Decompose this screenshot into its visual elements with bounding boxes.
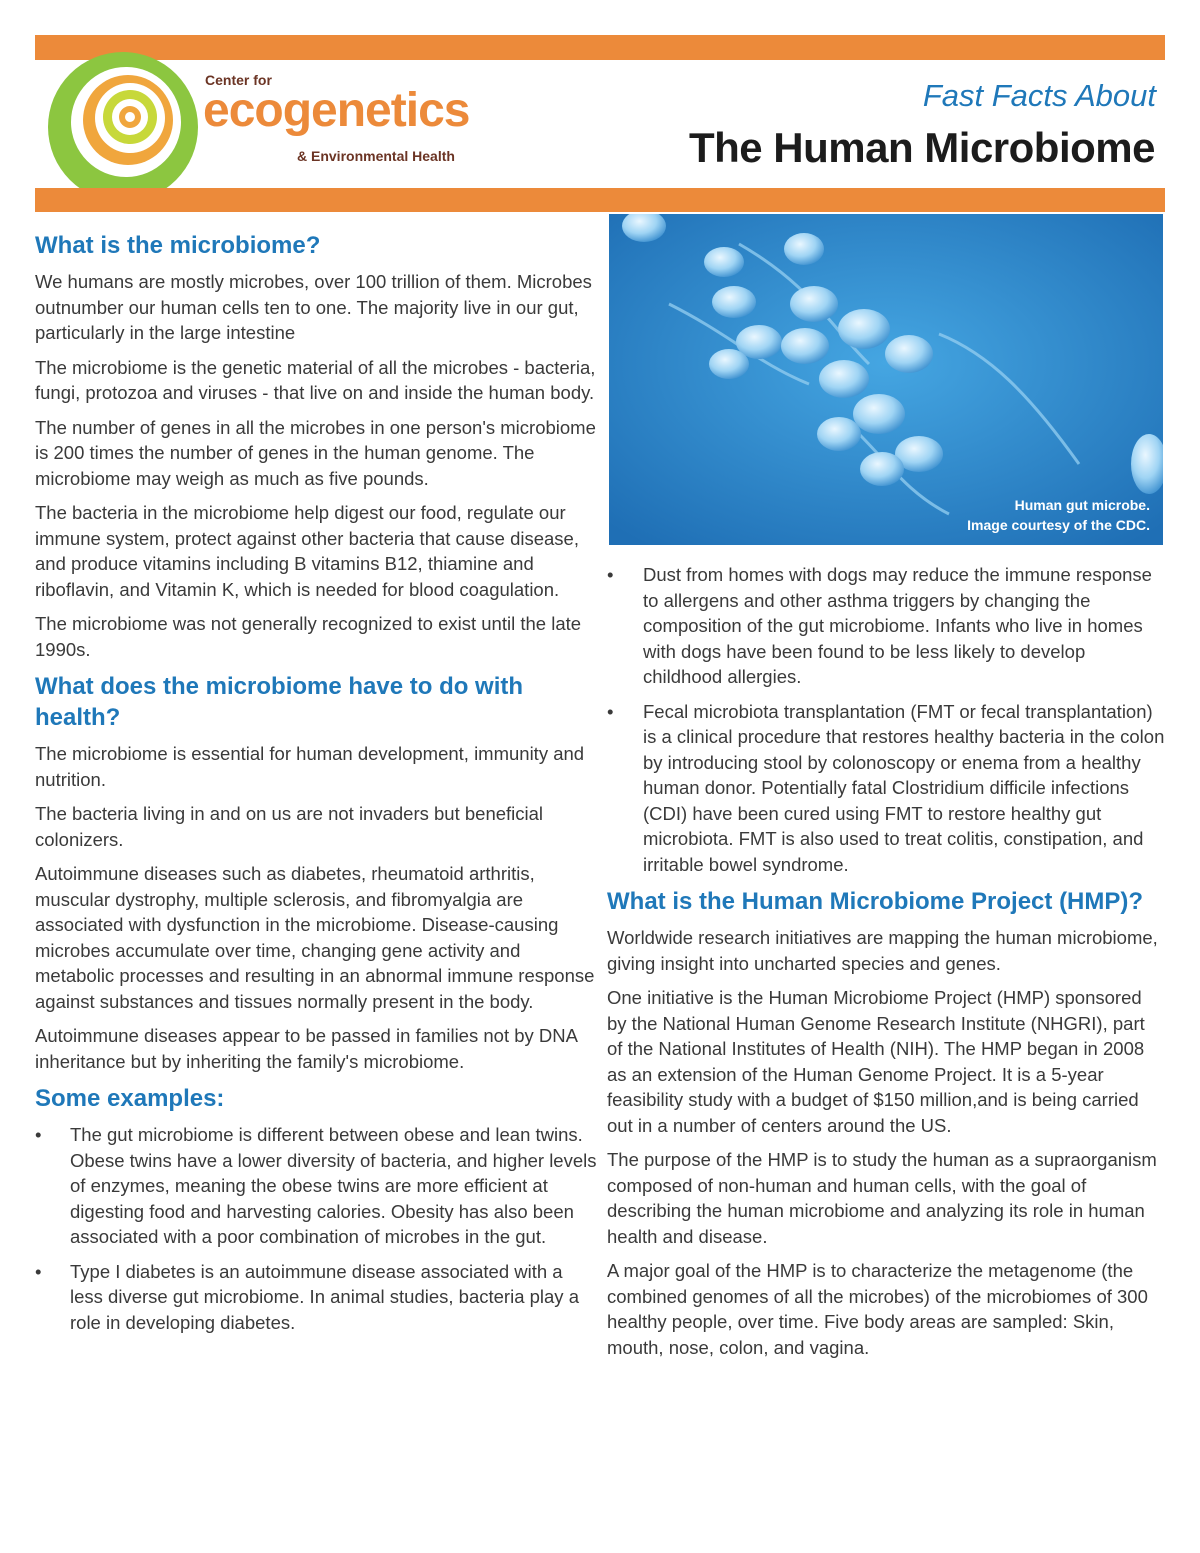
examples-list-continued [607,562,1165,877]
left-column [35,230,600,1344]
logo-center-for: Center for [205,72,272,88]
paragraph: The number of genes in all the microbes in one person's microbiome is 200 times the number of genes in the human genome. The microbiome may weigh as much as five pounds. [35,416,596,489]
heading-health: What does the microbiome have to do with health? [35,673,524,731]
heading-what-is-microbiome: What is the microbiome? [35,232,321,259]
microbe-photo [609,214,1163,545]
paragraph: Worldwide research initiatives are mapping the human microbiome, giving insight into uncharted species and genes. [607,927,1158,974]
paragraph: Autoimmune diseases appear to be passed in families not by DNA inheritance but by inheriting the family's microbiome. [35,1025,577,1072]
paragraph: The purpose of the HMP is to study the human as a supraorganism composed of non-human and human cells, with the goal of describing the human microbiome and analyzing its role in human health and disease. [607,1149,1157,1247]
paragraph: A major goal of the HMP is to characterize the metagenome (the combined genomes of all the microbes) of the microbiomes of 300 healthy people, over time. Five body areas are sampled: Skin, mouth, nose, colon, and vagina. [607,1260,1148,1358]
photo-caption [967,495,1150,535]
fast-facts-label: Fast Facts About [922,78,1156,113]
list-item: • The gut microbiome is different between obese and lean twins. Obese twins have a lower diversity of bacteria, and higher levels of enzymes, meaning the obese twins are more efficient at digesting food and harvesting calories. Obesity has also been associated with a poor combination of microbes in the gut. [35,1122,600,1250]
logo-wordmark [203,72,470,137]
paragraph: We humans are mostly microbes, over 100 trillion of them. Microbes outnumber our human cells ten to one. The majority live in our gut, particularly in the large intestine [35,271,592,343]
paragraph: The microbiome is the genetic material of all the microbes - bacteria, fungi, protozoa and viruses - that live on and inside the human body. [35,356,596,403]
list-item: • Dust from homes with dogs may reduce the immune response to allergens and other asthma triggers by changing the composition of the gut microbiome. Infants who live in homes with dogs have been found to be less likely to develop childhood allergies. [607,562,1165,690]
caption-line: Human gut microbe. [1014,497,1150,513]
header-top-bar [35,35,1165,60]
paragraph: One initiative is the Human Microbiome Project (HMP) sponsored by the National Human Genome Research Institute (NHGRI), part of the National Institutes of Health (NIH). The HMP began in 2008 as an extension of the Human Genome Project. It is a 5-year feasibility study with a budget of $150 million,and is being carried out in a number of centers around the US. [607,987,1145,1136]
paragraph: The microbiome was not generally recognized to exist until the late 1990s. [35,613,582,660]
heading-hmp: What is the Human Microbiome Project (HMP)? [607,888,1144,915]
page-title: The Human Microbiome [688,124,1155,171]
examples-list [35,1122,600,1335]
header-bottom-bar [35,188,1165,212]
paragraph: The bacteria in the microbiome help digest our food, regulate our immune system, protect against other bacteria that cause disease, and produce vitamins including B vitamins B12, thiamine and riboflavin, and Vitamin K, which is needed for blood coagulation. [35,502,579,600]
right-column [607,562,1165,1369]
logo-ecogenetics: ecogenetics [203,84,470,137]
caption-line: Image courtesy of the CDC. [967,517,1150,533]
list-item: • Fecal microbiota transplantation (FMT or fecal transplantation) is a clinical procedure that restores healthy bacteria in the colon by introducing stool by colonoscopy or enema from a healthy human donor. Potentially fatal Clostridium difficile infections (CDI) have been cured using FMT to restore healthy gut microbiota. FMT is also used to treat colitis, constipation, and irritable bowel syndrome. [607,699,1165,878]
heading-some-examples: Some examples: [35,1085,225,1112]
paragraph: Autoimmune diseases such as diabetes, rheumatoid arthritis, muscular dystrophy, multiple sclerosis, and fibromyalgia are associated with dysfunction in the microbiome. Disease-causing microbes accumulate over time, changing gene activity and metabolic processes and resulting in an abnormal immune response against substances and tissues normally present in the body. [35,863,595,1012]
list-item: • Type I diabetes is an autoimmune disease associated with a less diverse gut microbiome. In animal studies, bacteria play a role in developing diabetes. [35,1259,600,1336]
paragraph: The microbiome is essential for human development, immunity and nutrition. [35,743,585,790]
logo-environmental-health: & Environmental Health [297,148,455,164]
ecogenetics-logo [48,52,198,202]
paragraph: The bacteria living in and on us are not invaders but beneficial colonizers. [35,803,544,850]
